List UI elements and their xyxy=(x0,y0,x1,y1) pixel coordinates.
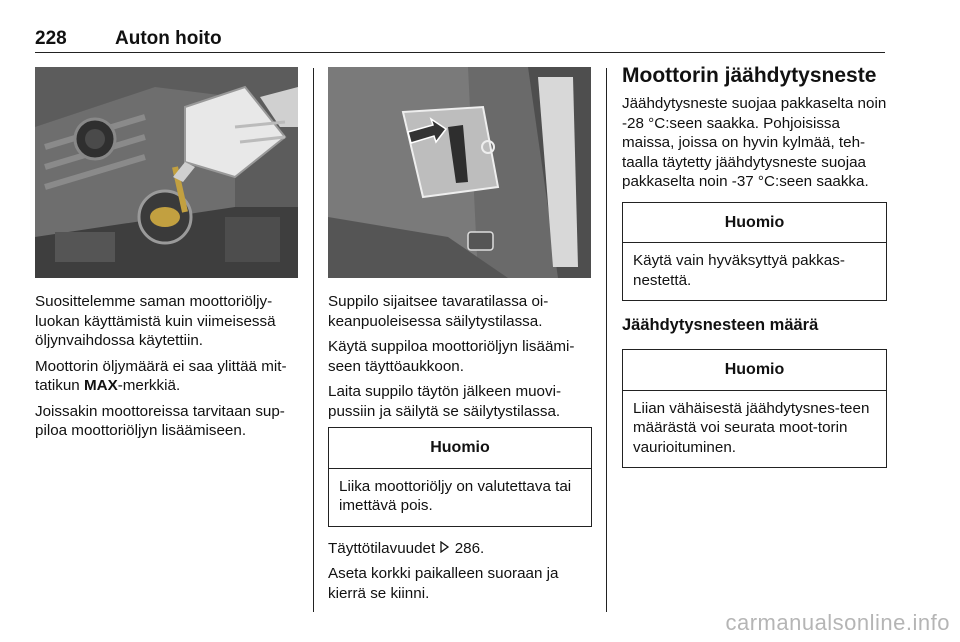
text-run: Moottorin öljymäärä ei saa ylittää mit-tatikun xyxy=(35,357,287,394)
paragraph xyxy=(35,357,301,396)
paragraph: Joissakin moottoreissa tarvitaan sup-piloa moottoriöljyn lisäämiseen. xyxy=(35,402,285,439)
column-1-text xyxy=(35,292,301,447)
reference-arrow-icon xyxy=(439,539,450,559)
page-number: 228 xyxy=(35,28,67,49)
notice-box xyxy=(328,427,592,527)
column-3-text xyxy=(622,64,887,468)
chapter-title: Auton hoito xyxy=(115,28,222,49)
paragraph xyxy=(328,539,592,559)
reference-page-link[interactable]: 286. xyxy=(454,539,485,557)
column-divider-2 xyxy=(606,68,607,612)
paragraph: Jäähdytysneste suojaa pakkaselta noin -28 °C:seen saakka. Pohjoisissa maissa, joissa on hyvin kylmää, teh-taalla täytetty jäähdytysneste suojaa pakkaselta noin -37 °C:seen saakka. xyxy=(622,95,887,190)
watermark: carmanualsonline.info xyxy=(725,610,950,635)
paragraph: Käytä suppiloa moottoriöljyn lisäämi-seen täyttöaukkoon. xyxy=(328,338,575,375)
notice-box xyxy=(622,202,887,302)
engine-oil-pouring-illustration xyxy=(35,67,298,278)
notice-body: Käytä vain hyväksyttyä pakkas-nestettä. xyxy=(633,252,845,289)
funnel-storage-compartment-illustration xyxy=(328,67,591,278)
notice-title: Huomio xyxy=(623,350,886,391)
paragraph: Suppilo sijaitsee tavaratilassa oi-keanpuoleisessa säilytystilassa. xyxy=(328,293,549,330)
notice-body: Liika moottoriöljy on valutettava tai imettävä pois. xyxy=(339,477,572,514)
paragraph: Aseta korkki paikalleen suoraan ja kierrä se kiinni. xyxy=(328,565,559,602)
notice-title: Huomio xyxy=(329,428,591,469)
column-divider-1 xyxy=(313,68,314,612)
notice-body: Liian vähäisestä jäähdytysnes-teen määrästä voi seurata moot-torin vaurioituminen. xyxy=(633,399,870,456)
reference-text: Täyttötilavuudet xyxy=(328,539,436,557)
notice-box xyxy=(622,349,887,468)
text-run: -merkkiä. xyxy=(117,377,181,394)
max-mark: MAX xyxy=(83,377,118,394)
subsection-heading: Jäähdytysnesteen määrä xyxy=(622,316,819,334)
section-heading: Moottorin jäähdytysneste xyxy=(622,64,877,87)
notice-title: Huomio xyxy=(623,203,886,244)
paragraph: Suosittelemme saman moottoriöljy-luokan käyttämistä kuin viimeisessä öljynvaihdossa käytettiin. xyxy=(35,293,276,349)
column-2-text xyxy=(328,292,592,609)
paragraph: Laita suppilo täytön jälkeen muovi-pussiin ja säilytä se säilytystilassa. xyxy=(328,383,562,420)
page-header xyxy=(35,24,885,53)
